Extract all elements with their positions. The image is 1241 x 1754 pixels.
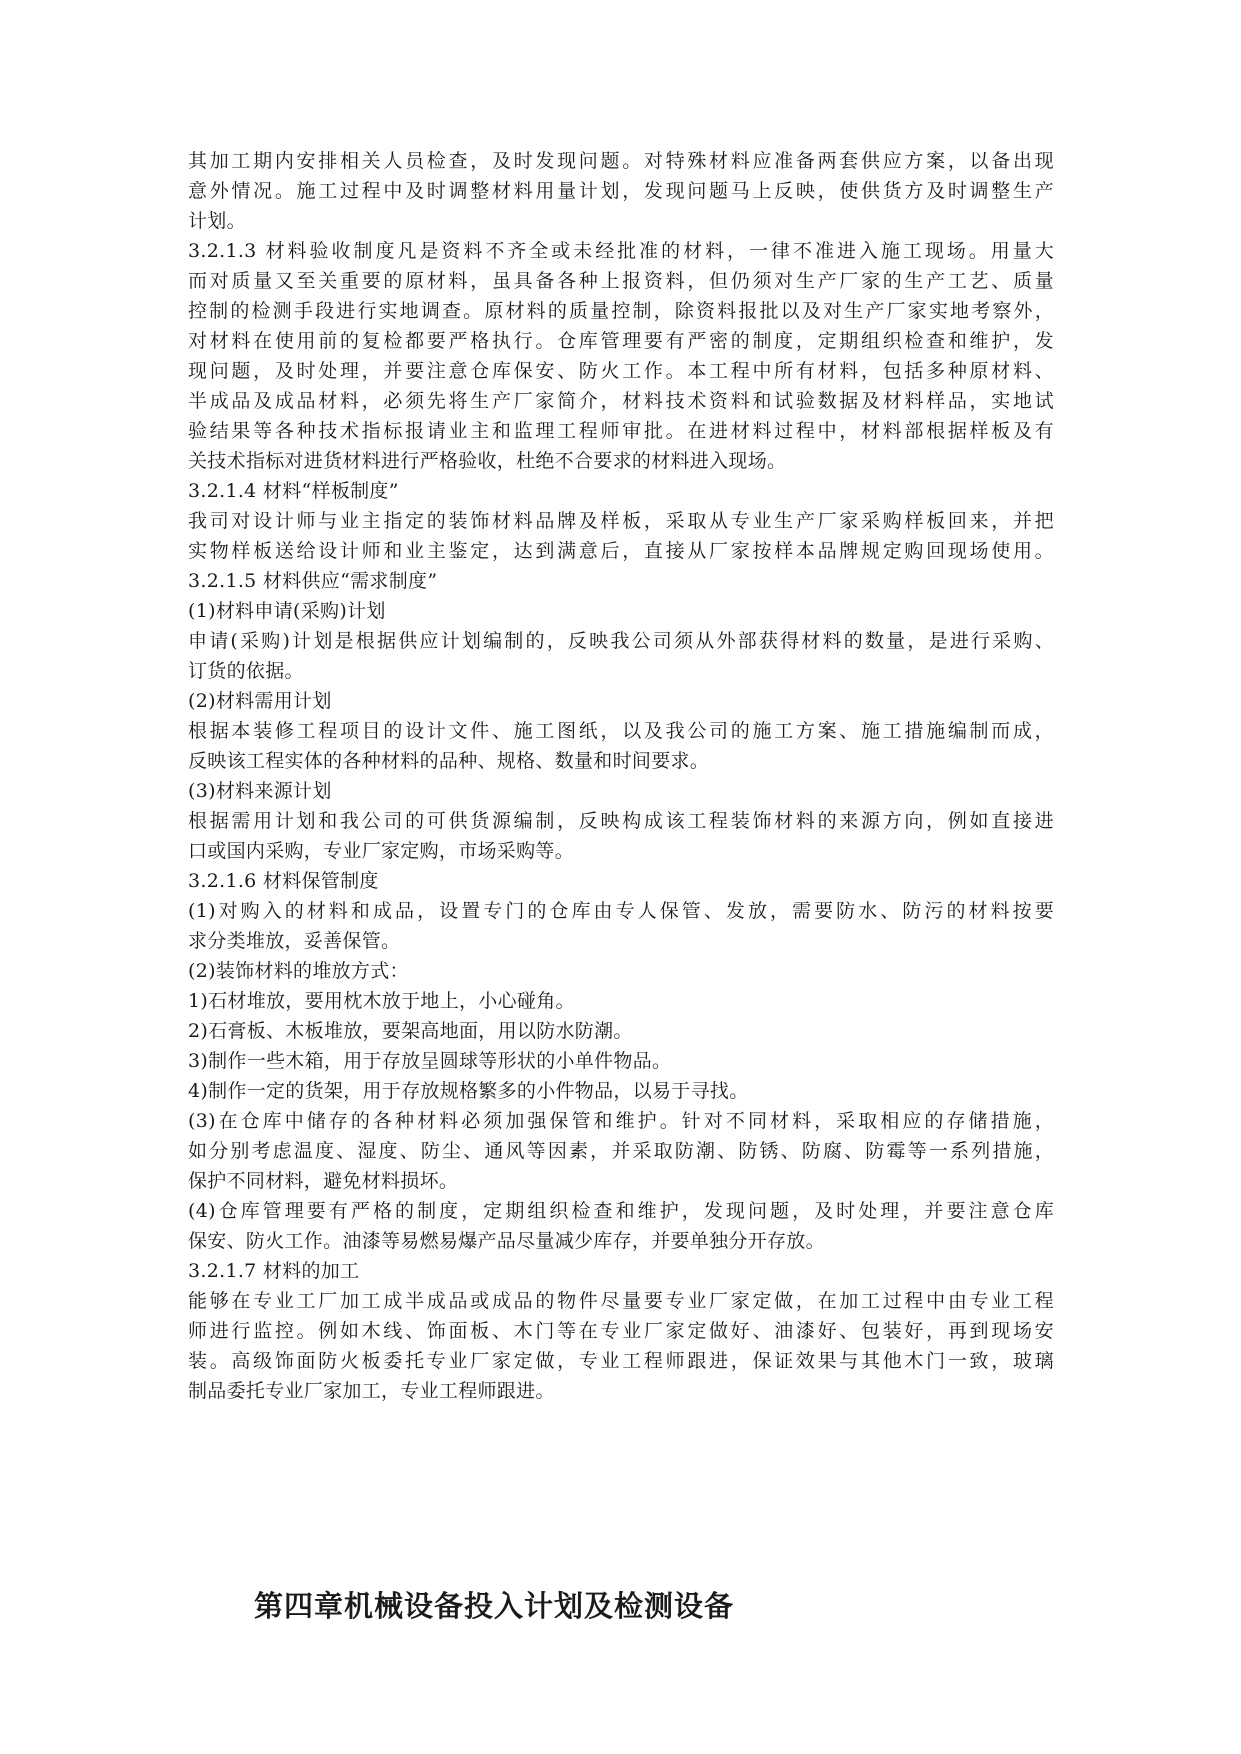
text-line: 3.2.1.6 材料保管制度 (188, 870, 379, 892)
text-line: 对材料在使用前的复检都要严格执行。仓库管理要有严密的制度，定期组织检查和维护，发 (188, 330, 1054, 352)
text-line: 制品委托专业厂家加工，专业工程师跟进。 (188, 1380, 555, 1402)
text-line: (1)材料申请(采购)计划 (188, 600, 386, 622)
text-line: 3.2.1.7 材料的加工 (188, 1260, 360, 1282)
text-line: 现问题，及时处理，并要注意仓库保安、防火工作。本工程中所有材料，包括多种原材料、 (188, 360, 1054, 382)
text-line: 口或国内采购，专业厂家定购，市场采购等。 (188, 840, 575, 862)
text-line: 计划。 (188, 210, 246, 232)
text-line: (2)材料需用计划 (188, 690, 332, 712)
text-line: 保护不同材料，避免材料损坏。 (188, 1170, 459, 1192)
text-line: 装。高级饰面防火板委托专业厂家定做，专业工程师跟进，保证效果与其他木门一致，玻璃 (188, 1350, 1054, 1372)
text-line: 3.2.1.4 材料“样板制度” (188, 480, 399, 502)
text-line: (3)在仓库中储存的各种材料必须加强保管和维护。针对不同材料，采取相应的存储措施， (188, 1110, 1054, 1132)
text-line: 而对质量又至关重要的原材料，虽具备各种上报资料，但仍须对生产厂家的生产工艺、质量 (188, 270, 1054, 292)
text-line: 我司对设计师与业主指定的装饰材料品牌及样板，采取从专业生产厂家采购样板回来，并把 (188, 510, 1054, 532)
text-line: 申请(采购)计划是根据供应计划编制的，反映我公司须从外部获得材料的数量，是进行采购、 (188, 630, 1054, 652)
text-line: 3.2.1.5 材料供应“需求制度” (188, 570, 438, 592)
text-line: 1)石材堆放，要用枕木放于地上，小心碰角。 (188, 990, 575, 1012)
text-line: (1)对购入的材料和成品，设置专门的仓库由专人保管、发放，需要防水、防污的材料按要 (188, 900, 1054, 922)
document-body (188, 146, 1054, 1406)
text-line: 4)制作一定的货架，用于存放规格繁多的小件物品，以易于寻找。 (188, 1080, 749, 1102)
text-line: 意外情况。施工过程中及时调整材料用量计划，发现问题马上反映，使供货方及时调整生产 (188, 180, 1054, 202)
text-line: 根据需用计划和我公司的可供货源编制，反映构成该工程装饰材料的来源方向，例如直接进 (188, 810, 1054, 832)
text-line: 3)制作一些木箱，用于存放呈圆球等形状的小单件物品。 (188, 1050, 672, 1072)
text-line: 2)石膏板、木板堆放，要架高地面，用以防水防潮。 (188, 1020, 633, 1042)
text-line: 控制的检测手段进行实地调查。原材料的质量控制，除资料报批以及对生产厂家实地考察外， (188, 300, 1054, 322)
text-line: 师进行监控。例如木线、饰面板、木门等在专业厂家定做好、油漆好、包装好，再到现场安 (188, 1320, 1054, 1342)
text-line: 订货的依据。 (188, 660, 304, 682)
text-line: (4)仓库管理要有严格的制度，定期组织检查和维护，发现问题，及时处理，并要注意仓库 (188, 1200, 1054, 1222)
text-line: 求分类堆放，妥善保管。 (188, 930, 401, 952)
text-line: 其加工期内安排相关人员检查，及时发现问题。对特殊材料应准备两套供应方案，以备出现 (188, 150, 1054, 172)
text-line: 关技术指标对进货材料进行严格验收，杜绝不合要求的材料进入现场。 (188, 450, 787, 472)
text-line: 3.2.1.3 材料验收制度凡是资料不齐全或未经批准的材料，一律不准进入施工现场。用量大 (188, 240, 1054, 262)
text-line: 能够在专业工厂加工成半成品或成品的物件尽量要专业厂家定做，在加工过程中由专业工程 (188, 1290, 1054, 1312)
chapter-heading: 第四章机械设备投入计划及检测设备 (254, 1589, 735, 1623)
text-line: 实物样板送给设计师和业主鉴定，达到满意后，直接从厂家按样本品牌规定购回现场使用。 (188, 540, 1054, 562)
text-line: (2)装饰材料的堆放方式： (188, 960, 409, 982)
text-line: 如分别考虑温度、湿度、防尘、通风等因素，并采取防潮、防锈、防腐、防霉等一系列措施， (188, 1140, 1054, 1162)
text-line: 反映该工程实体的各种材料的品种、规格、数量和时间要求。 (188, 750, 710, 772)
text-line: 根据本装修工程项目的设计文件、施工图纸，以及我公司的施工方案、施工措施编制而成， (188, 720, 1054, 742)
text-line: 半成品及成品材料，必须先将生产厂家简介，材料技术资料和试验数据及材料样品，实地试 (188, 390, 1054, 412)
text-line: 保安、防火工作。油漆等易燃易爆产品尽量减少库存，并要单独分开存放。 (188, 1230, 825, 1252)
text-line: 验结果等各种技术指标报请业主和监理工程师审批。在进材料过程中，材料部根据样板及有 (188, 420, 1054, 442)
text-line: (3)材料来源计划 (188, 780, 332, 802)
